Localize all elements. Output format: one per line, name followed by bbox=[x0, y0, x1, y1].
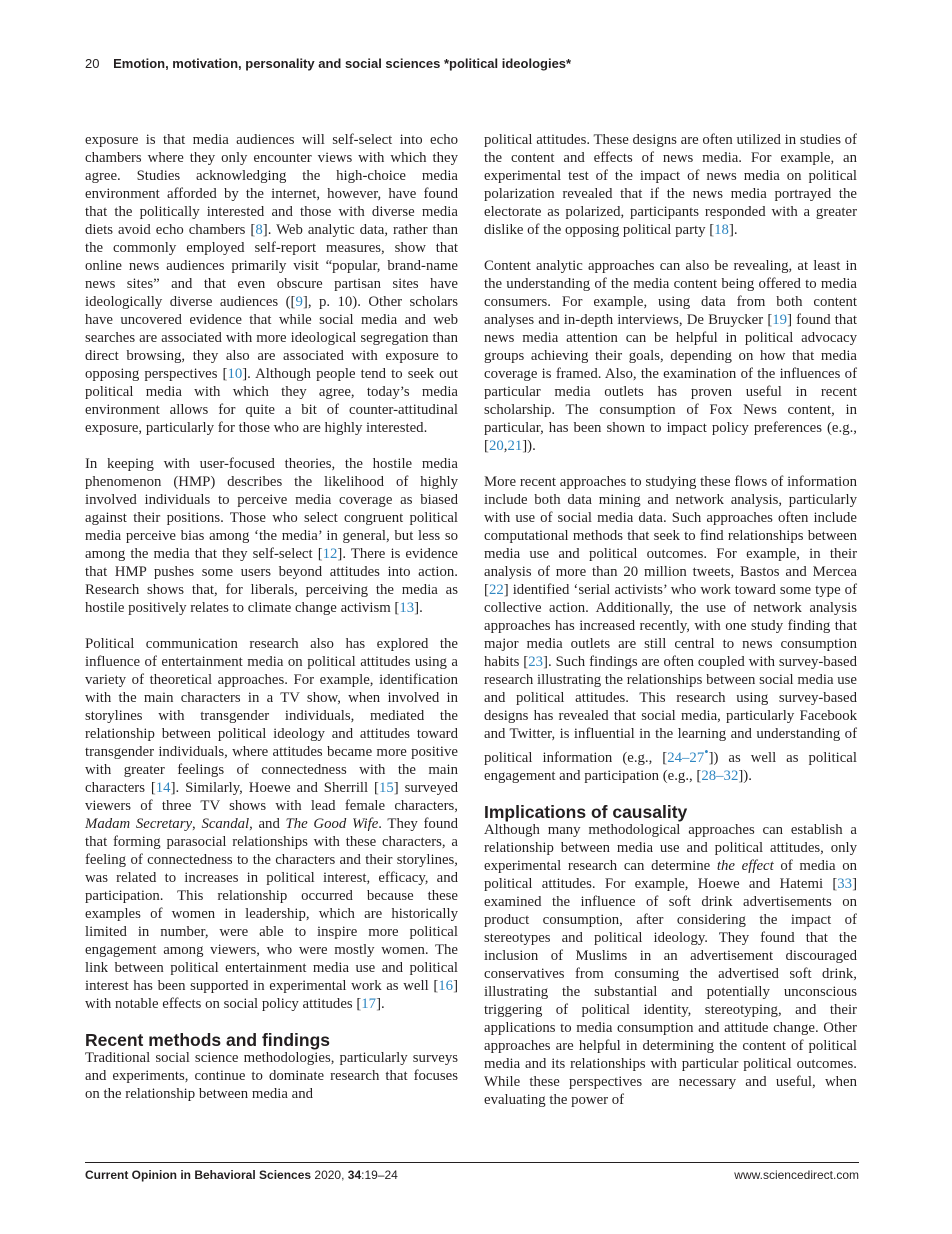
paragraph: In keeping with user-focused theories, the hostile media phenomenon (HMP) describes the likelihood of highly involved individuals to perceive media coverage as biased against their positions. Those who select congruent political media perceive bias among ‘the media’ in general, but less so among the media that they self-select [12]. There is evidence that HMP pushes some users beyond attitudes into action. Research shows that, for liberals, perceiving the media as hostile positively relates to climate change activism [13]. bbox=[85, 456, 459, 616]
journal-citation bbox=[85, 1168, 398, 1182]
paragraph: More recent approaches to studying these flows of information include both data mining and network analysis, particularly with use of social media data. Such approaches often include computational methods that seek to find relationships between media use and political outcomes. For example, in their analysis of more than 20 million tweets, Bastos and Mercea [22] identified ‘serial activists’ who work toward some type of collective action. Additionally, the use of network analysis approaches has increased recently, with one study finding that major media outlets are still central to news consumption habits [23]. Such findings are often coupled with survey-based research illustrating the relationships between social media use and political attitudes. This research using survey-based designs has revealed that social media, particularly Facebook and Twitter, is influential in the learning and understanding of political information (e.g., [24–27•]) as well as political engagement and participation (e.g., [28–32]). bbox=[484, 474, 857, 784]
citation-link[interactable]: 10 bbox=[227, 366, 243, 382]
citation-link[interactable]: 15 bbox=[378, 780, 394, 796]
section-heading: Implications of causality bbox=[484, 801, 688, 822]
site-url[interactable]: www.sciencedirect.com bbox=[734, 1168, 859, 1182]
journal-volume: 34 bbox=[347, 1168, 362, 1182]
footer-rule bbox=[85, 1162, 859, 1163]
citation-link[interactable]: 18 bbox=[714, 222, 729, 238]
citation-link[interactable]: 9 bbox=[295, 294, 303, 310]
citation-link[interactable]: 13 bbox=[399, 600, 415, 616]
citation-link[interactable]: 33 bbox=[837, 875, 853, 892]
citation-link[interactable]: 19 bbox=[772, 312, 788, 328]
right-column bbox=[484, 131, 857, 1109]
section-heading: Recent methods and findings bbox=[85, 1030, 331, 1050]
paragraph: political attitudes. These designs are often utilized in studies of the content and effects of news media. For example, an experimental test of the impact of news media on political polarization revealed that if the news media portrayed the electorate as polarized, participants responded with a greater dislike of the opposing political party [18]. bbox=[484, 132, 857, 238]
paragraph: Although many methodological approaches can establish a relationship between media use and political attitudes, only experimental research can determine the effect of media on political attitudes. For example, Hoewe and Hatemi [33] examined the influence of soft drink advertisements on product consumption, after considering the impact of stereotypes and political ideology. They found that the inclusion of Muslims in an advertisement discouraged conservatives from consuming the advertised soft drink, illustrating the substantial and potentially unconscious triggering of political identity, stereotyping, and their applications to media consumption and attitude change. Other approaches are helpful in determining the content of political media and its relationships with particular political outcomes. While these perspectives are necessary and useful, when evaluating the power of bbox=[484, 821, 858, 1108]
citation-link[interactable]: 21 bbox=[507, 438, 523, 454]
paragraph: Traditional social science methodologies, particularly surveys and experiments, continue to dominate research that focuses on the relationship between media and bbox=[85, 1050, 458, 1102]
page-number: 20 bbox=[85, 56, 100, 71]
journal-name: Current Opinion in Behavioral Sciences bbox=[85, 1168, 312, 1182]
citation-link[interactable]: 22 bbox=[488, 582, 504, 598]
recommended-mark: • bbox=[704, 745, 709, 759]
show-title: Madam Secretary bbox=[85, 816, 193, 832]
paragraph: exposure is that media audiences will self-select into echo chambers where they only encounter views with which they agree. Studies acknowledging the high-choice media environment afforded by the internet, however, have found that the politically interested and those with diverse media diets avoid echo chambers [8]. Web analytic data, rather than the commonly employed self-report measures, show that online news audiences primarily visit “popular, brand-name news sites” and that even obscure partisan sites have ideologically diverse audiences ([9], p. 10). Other scholars have uncovered evidence that while social media and web searches are associated with more ideological segregation than direct browsing, they also are associated with exposure to opposing perspectives [10]. Although people tend to seek out political media with which they agree, today’s media environment allows for quite a bit of counter-attitudinal exposure, particularly for those who are highly interested. bbox=[85, 132, 458, 436]
emphasis: the effect bbox=[716, 857, 774, 874]
citation-link[interactable]: 12 bbox=[322, 546, 338, 562]
paragraph: Political communication research also has explored the influence of entertainment media on political attitudes using a variety of theoretical approaches. For example, identification with the main characters in a TV show, when involved in storylines with transgender individuals, mediated the relationship between political ideology and attitudes toward transgender individuals, where attitudes became more positive with greater feelings of connectedness with the main characters [14]. Similarly, Hoewe and Sherrill [15] surveyed viewers of three TV shows with lead female characters, Madam Secretary, Scandal, and The Good Wife. They found that forming parasocial relationships with these characters, a feeling of connectedness to the characters and their storylines, was related to increases in political interest, efficacy, and participation. This relationship occurred because these examples of women in leadership, which are historically limited in number, were able to inspire more political engagement among viewers, who were mostly women. The link between political entertainment media use and political interest has been supported in experimental work as well [16] with notable effects on social policy attitudes [17]. bbox=[85, 636, 459, 1012]
citation-link[interactable]: 24–27 bbox=[667, 749, 705, 766]
paragraph: Content analytic approaches can also be revealing, at least in the understanding of the media content being offered to media consumers. For example, using data from both content analyses and in-depth interviews, De Bruycker [19] found that news media attention can be helpful in political advocacy groups achieving their goals, depending on how that media coverage is framed. Also, the examination of the influences of particular media outlets has proven useful in recent scholarship. The consumption of Fox News content, in particular, has been shown to impact policy preferences (e.g., [20,21]). bbox=[484, 258, 857, 454]
show-title: Scandal bbox=[201, 816, 250, 832]
journal-pages: :19–24 bbox=[361, 1168, 398, 1182]
running-head bbox=[85, 56, 571, 71]
citation-link[interactable]: 23 bbox=[528, 654, 544, 670]
citation-link[interactable]: 16 bbox=[438, 978, 454, 994]
citation-link[interactable]: 20 bbox=[488, 438, 504, 454]
show-title: The Good Wife bbox=[285, 816, 379, 832]
left-column bbox=[85, 131, 458, 1103]
journal-year: 2020, bbox=[311, 1168, 348, 1182]
citation-link[interactable]: 28–32 bbox=[701, 767, 739, 784]
citation-link[interactable]: 8 bbox=[255, 222, 263, 238]
running-title: Emotion, motivation, personality and social sciences *political ideologies* bbox=[113, 56, 572, 71]
citation-link[interactable]: 17 bbox=[361, 996, 377, 1012]
citation-link[interactable]: 14 bbox=[155, 780, 171, 796]
